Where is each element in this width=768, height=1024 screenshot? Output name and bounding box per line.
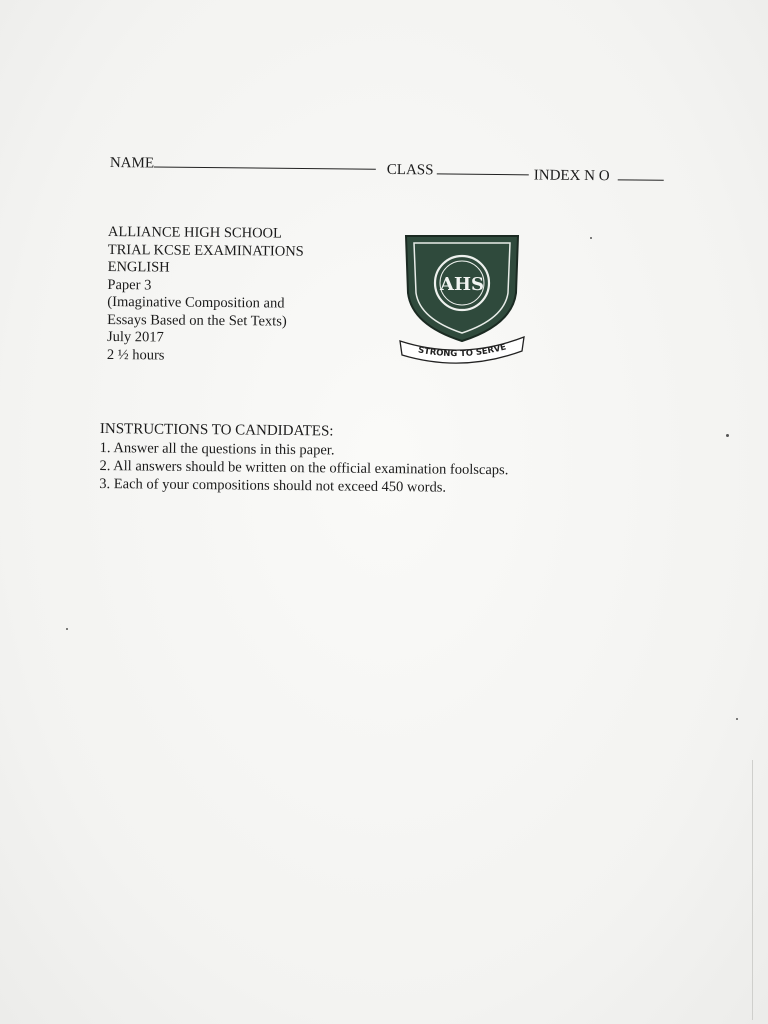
name-label: NAME	[109, 154, 155, 172]
class-field[interactable]	[387, 159, 530, 180]
scan-speck	[590, 237, 592, 239]
instructions-title: INSTRUCTIONS TO CANDIDATES:	[99, 420, 334, 440]
paper-description-line-2: Essays Based on the Set Texts)	[107, 311, 287, 330]
crest-motto: STRONG TO SERVE	[417, 342, 508, 360]
subject: ENGLISH	[107, 258, 170, 276]
index-number-field[interactable]	[534, 164, 664, 185]
scan-speck	[726, 434, 729, 437]
scan-speck	[736, 718, 738, 720]
scan-edge-line	[752, 760, 753, 1020]
class-blank-line[interactable]	[437, 159, 529, 175]
name-field[interactable]	[110, 152, 376, 175]
index-blank-line[interactable]	[618, 165, 664, 180]
crest-monogram: AHS	[440, 274, 484, 295]
scan-speck	[66, 628, 68, 630]
paper-description-line-1: (Imaginative Composition and	[107, 293, 285, 312]
class-label: CLASS	[386, 161, 434, 179]
paper-number: Paper 3	[107, 276, 152, 293]
exam-info-block	[107, 224, 398, 367]
instruction-item: 3. Each of your compositions should not exceed 450 words.	[99, 475, 447, 496]
exam-date: July 2017	[106, 328, 164, 346]
index-label: INDEX N O	[533, 167, 610, 185]
instruction-item: 2. All answers should be written on the official examination foolscaps.	[99, 457, 509, 479]
exam-title: TRIAL KCSE EXAMINATIONS	[107, 241, 304, 260]
instruction-item: 1. Answer all the questions in this paper.	[99, 439, 335, 459]
school-name: ALLIANCE HIGH SCHOOL	[107, 224, 282, 242]
exam-duration: 2 ½ hours	[106, 346, 165, 363]
name-blank-line[interactable]	[154, 152, 376, 169]
candidate-details-row	[110, 152, 690, 188]
school-crest-logo	[394, 233, 530, 365]
instructions-block	[99, 420, 620, 498]
